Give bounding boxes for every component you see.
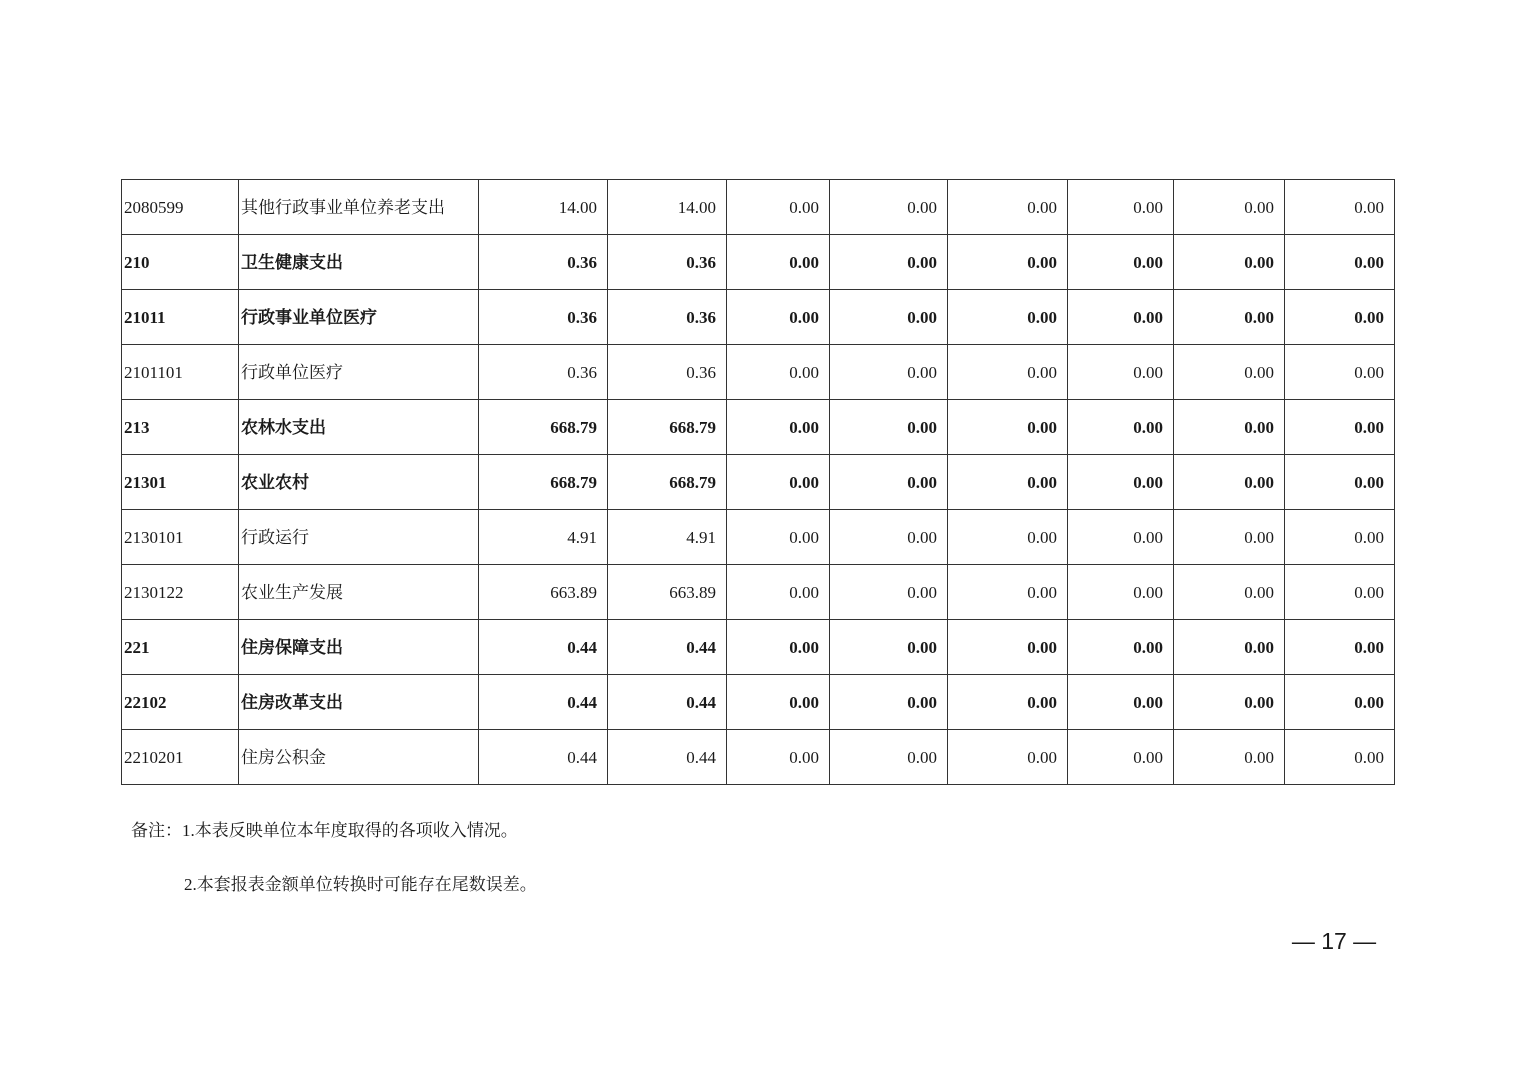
note-line-2: 2.本套报表金额单位转换时可能存在尾数误差。: [184, 875, 537, 894]
row-value: 0.44: [608, 730, 727, 785]
row-value: 0.00: [1174, 455, 1285, 510]
row-value: 0.00: [948, 235, 1068, 290]
row-value: 0.00: [1174, 730, 1285, 785]
row-name: 卫生健康支出: [239, 235, 479, 290]
row-value: 0.00: [727, 730, 830, 785]
row-value: 0.00: [1068, 400, 1174, 455]
row-value: 0.36: [608, 235, 727, 290]
row-code: 2130101: [122, 510, 239, 565]
row-value: 0.00: [1068, 345, 1174, 400]
row-value: 0.00: [1285, 510, 1395, 565]
row-value: 0.36: [608, 290, 727, 345]
row-value: 0.44: [608, 620, 727, 675]
row-name: 农业农村: [239, 455, 479, 510]
row-value: 0.00: [948, 620, 1068, 675]
row-value: 0.00: [830, 565, 948, 620]
table-row: [122, 620, 1395, 675]
table-row: [122, 235, 1395, 290]
row-value: 0.44: [608, 675, 727, 730]
row-value: 0.00: [1285, 235, 1395, 290]
row-value: 0.00: [1068, 455, 1174, 510]
row-value: 0.00: [727, 180, 830, 235]
row-value: 0.00: [1068, 180, 1174, 235]
row-value: 0.44: [479, 730, 608, 785]
row-value: 0.00: [1285, 620, 1395, 675]
row-value: 0.00: [948, 455, 1068, 510]
table-row: [122, 400, 1395, 455]
budget-income-table: [121, 179, 1395, 785]
table-row: [122, 345, 1395, 400]
row-value: 0.00: [948, 675, 1068, 730]
row-value: 0.00: [727, 565, 830, 620]
row-value: 0.00: [1285, 730, 1395, 785]
row-code: 2080599: [122, 180, 239, 235]
table-row: [122, 730, 1395, 785]
row-value: 0.00: [948, 290, 1068, 345]
row-value: 0.00: [1174, 675, 1285, 730]
row-value: 0.00: [830, 675, 948, 730]
row-value: 668.79: [479, 455, 608, 510]
row-value: 0.00: [1285, 675, 1395, 730]
row-code: 2101101: [122, 345, 239, 400]
row-value: 0.00: [1068, 730, 1174, 785]
row-value: 0.00: [727, 455, 830, 510]
row-value: 0.00: [830, 180, 948, 235]
row-value: 0.00: [948, 345, 1068, 400]
row-value: 0.00: [1174, 290, 1285, 345]
row-value: 4.91: [608, 510, 727, 565]
row-name: 住房改革支出: [239, 675, 479, 730]
row-value: 0.00: [1285, 565, 1395, 620]
row-name: 行政运行: [239, 510, 479, 565]
row-value: 4.91: [479, 510, 608, 565]
table-row: [122, 290, 1395, 345]
row-value: 668.79: [608, 455, 727, 510]
row-value: 0.00: [727, 620, 830, 675]
row-value: 0.00: [1285, 180, 1395, 235]
row-value: 0.00: [1174, 400, 1285, 455]
row-value: 0.00: [727, 235, 830, 290]
row-value: 0.00: [1174, 565, 1285, 620]
row-value: 0.00: [830, 345, 948, 400]
row-value: 668.79: [479, 400, 608, 455]
row-name: 住房保障支出: [239, 620, 479, 675]
row-value: 0.00: [830, 235, 948, 290]
row-value: 0.36: [608, 345, 727, 400]
row-value: 0.00: [727, 345, 830, 400]
row-value: 0.00: [727, 400, 830, 455]
row-name: 行政事业单位医疗: [239, 290, 479, 345]
row-name: 农林水支出: [239, 400, 479, 455]
row-value: 0.00: [1068, 235, 1174, 290]
row-value: 0.00: [1068, 510, 1174, 565]
row-value: 0.00: [1174, 345, 1285, 400]
row-code: 210: [122, 235, 239, 290]
row-code: 2130122: [122, 565, 239, 620]
row-code: 22102: [122, 675, 239, 730]
table-row: [122, 180, 1395, 235]
row-value: 0.00: [1285, 455, 1395, 510]
row-code: 2210201: [122, 730, 239, 785]
note-line-1: 备注：1.本表反映单位本年度取得的各项收入情况。: [131, 821, 518, 840]
row-value: 0.00: [1285, 400, 1395, 455]
row-value: 0.44: [479, 620, 608, 675]
table-body: [122, 180, 1395, 785]
row-name: 行政单位医疗: [239, 345, 479, 400]
row-value: 0.00: [830, 510, 948, 565]
row-value: 0.00: [1068, 620, 1174, 675]
row-code: 221: [122, 620, 239, 675]
row-value: 0.00: [1174, 620, 1285, 675]
row-value: 663.89: [479, 565, 608, 620]
row-value: 0.44: [479, 675, 608, 730]
row-code: 21011: [122, 290, 239, 345]
row-code: 213: [122, 400, 239, 455]
row-value: 0.00: [1285, 345, 1395, 400]
table-row: [122, 455, 1395, 510]
row-value: 0.36: [479, 290, 608, 345]
row-value: 0.00: [948, 180, 1068, 235]
row-name: 农业生产发展: [239, 565, 479, 620]
row-value: 0.00: [830, 290, 948, 345]
row-value: 0.00: [948, 510, 1068, 565]
row-value: 0.36: [479, 345, 608, 400]
table-row: [122, 510, 1395, 565]
page-number: — 17 —: [1291, 928, 1377, 954]
row-value: 0.00: [1285, 290, 1395, 345]
row-value: 0.00: [1068, 290, 1174, 345]
row-value: 0.00: [727, 290, 830, 345]
row-value: 0.00: [1068, 565, 1174, 620]
row-value: 0.00: [830, 455, 948, 510]
row-code: 21301: [122, 455, 239, 510]
row-value: 0.00: [948, 730, 1068, 785]
row-value: 0.00: [830, 400, 948, 455]
table-row: [122, 675, 1395, 730]
row-value: 14.00: [608, 180, 727, 235]
row-value: 663.89: [608, 565, 727, 620]
table-row: [122, 565, 1395, 620]
row-value: 0.00: [948, 400, 1068, 455]
row-value: 668.79: [608, 400, 727, 455]
row-value: 0.00: [1174, 180, 1285, 235]
row-value: 0.00: [948, 565, 1068, 620]
row-value: 0.36: [479, 235, 608, 290]
row-value: 0.00: [1174, 510, 1285, 565]
row-value: 14.00: [479, 180, 608, 235]
row-value: 0.00: [1174, 235, 1285, 290]
row-value: 0.00: [830, 620, 948, 675]
row-name: 住房公积金: [239, 730, 479, 785]
row-value: 0.00: [727, 510, 830, 565]
row-value: 0.00: [727, 675, 830, 730]
row-name: 其他行政事业单位养老支出: [239, 180, 479, 235]
row-value: 0.00: [830, 730, 948, 785]
row-value: 0.00: [1068, 675, 1174, 730]
